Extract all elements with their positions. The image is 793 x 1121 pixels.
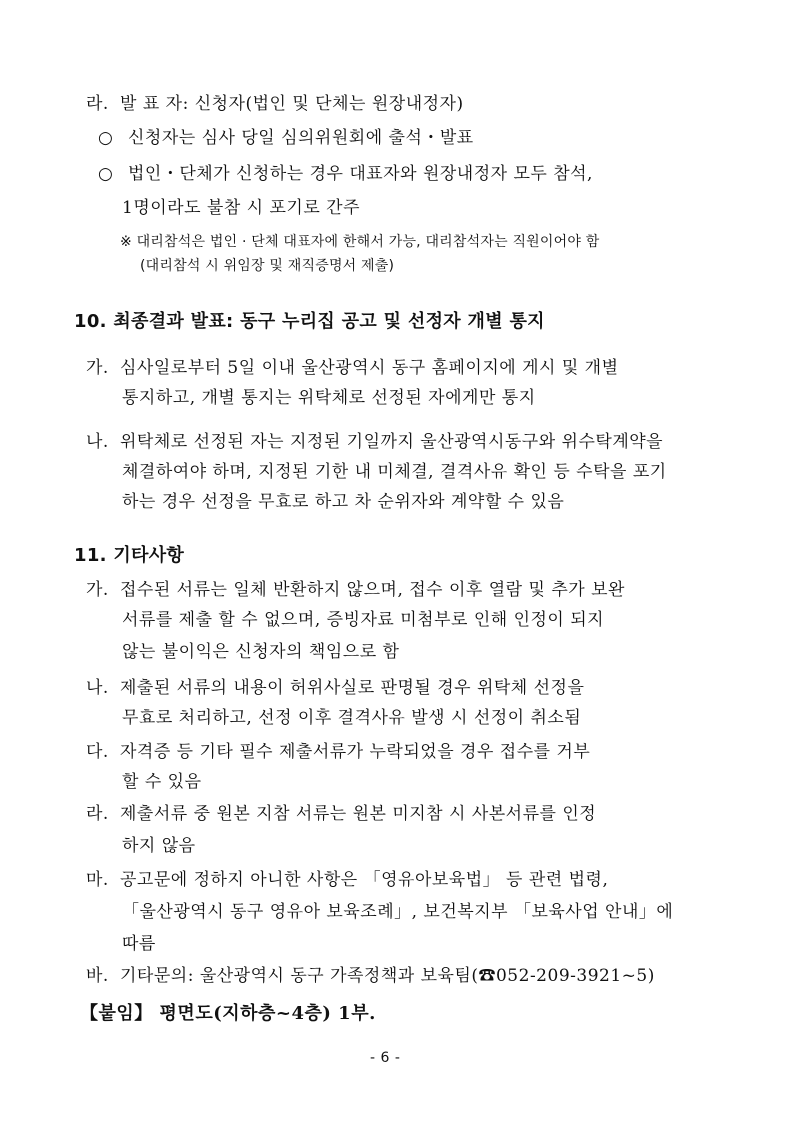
item-ga-result-cont: 통지하고, 개별 통지는 위탁체로 선정된 자에게만 통지	[122, 388, 536, 408]
note-proxy: ※ 대리참석은 법인 · 단체 대표자에 한해서 가능, 대리참석자는 직원이어야 함	[120, 234, 600, 250]
item-ra-originals-cont: 하지 않음	[122, 836, 196, 856]
item-na-contract: 나. 위탁체로 선정된 자는 지정된 기일까지 울산광역시동구와 위수탁계약을	[86, 432, 664, 452]
circle-item-corporate: ○ 법인・단체가 신청하는 경우 대표자와 원장내정자 모두 참석,	[98, 164, 593, 184]
note-proxy-cont: (대리참석 시 위임장 및 재직증명서 제출)	[140, 258, 395, 274]
circle-item-corporate-cont: 1명이라도 불참 시 포기로 간주	[122, 198, 360, 218]
item-ga-result: 가. 심사일로부터 5일 이내 울산광역시 동구 홈페이지에 게시 및 개별	[86, 358, 619, 378]
item-ga-documents-cont2: 않는 불이익은 신청자의 책임으로 함	[122, 642, 400, 662]
item-ga-documents: 가. 접수된 서류는 일체 반환하지 않으며, 접수 이후 열람 및 추가 보완	[86, 580, 625, 600]
item-na-contract-cont: 체결하여야 하며, 지정된 기한 내 미체결, 결격사유 확인 등 수탁을 포기	[122, 462, 667, 482]
item-ga-documents-cont: 서류를 제출 할 수 없으며, 증빙자료 미첨부로 인해 인정이 되지	[122, 610, 605, 630]
item-ma-regulations: 마. 공고문에 정하지 아니한 사항은 「영유아보육법」 등 관련 법령,	[86, 870, 609, 890]
item-ba-inquiry: 바. 기타문의: 울산광역시 동구 가족정책과 보육팀(☎052-209-3921~5)	[86, 966, 655, 986]
item-na-false-cont: 무효로 처리하고, 선정 이후 결격사유 발생 시 선정이 취소됨	[122, 708, 582, 728]
item-ma-regulations-cont: 「울산광역시 동구 영유아 보육조례」, 보건복지부 「보육사업 안내」에	[122, 902, 674, 922]
section-heading-10: 10. 최종결과 발표: 동구 누리집 공고 및 선정자 개별 통지	[74, 311, 545, 332]
item-da-missing-cont: 할 수 있음	[122, 772, 202, 792]
item-ra-originals: 라. 제출서류 중 원본 지참 서류는 원본 미지참 시 사본서류를 인정	[86, 804, 597, 824]
section-heading-11: 11. 기타사항	[74, 545, 185, 566]
item-ma-regulations-cont2: 따름	[122, 934, 156, 954]
page-number: - 6 -	[370, 1050, 401, 1066]
item-na-false: 나. 제출된 서류의 내용이 허위사실로 판명될 경우 위탁체 선정을	[86, 678, 585, 698]
attachment-note: 【붙임】 평면도(지하층~4층) 1부.	[80, 1003, 376, 1024]
item-da-missing: 다. 자격증 등 기타 필수 제출서류가 누락되었을 경우 접수를 거부	[86, 742, 591, 762]
item-ra-presenter: 라. 발 표 자: 신청자(법인 및 단체는 원장내정자)	[86, 94, 464, 114]
circle-item-attendance: ○ 신청자는 심사 당일 심의위원회에 출석・발표	[98, 128, 474, 148]
item-na-contract-cont2: 하는 경우 선정을 무효로 하고 차 순위자와 계약할 수 있음	[122, 492, 565, 512]
